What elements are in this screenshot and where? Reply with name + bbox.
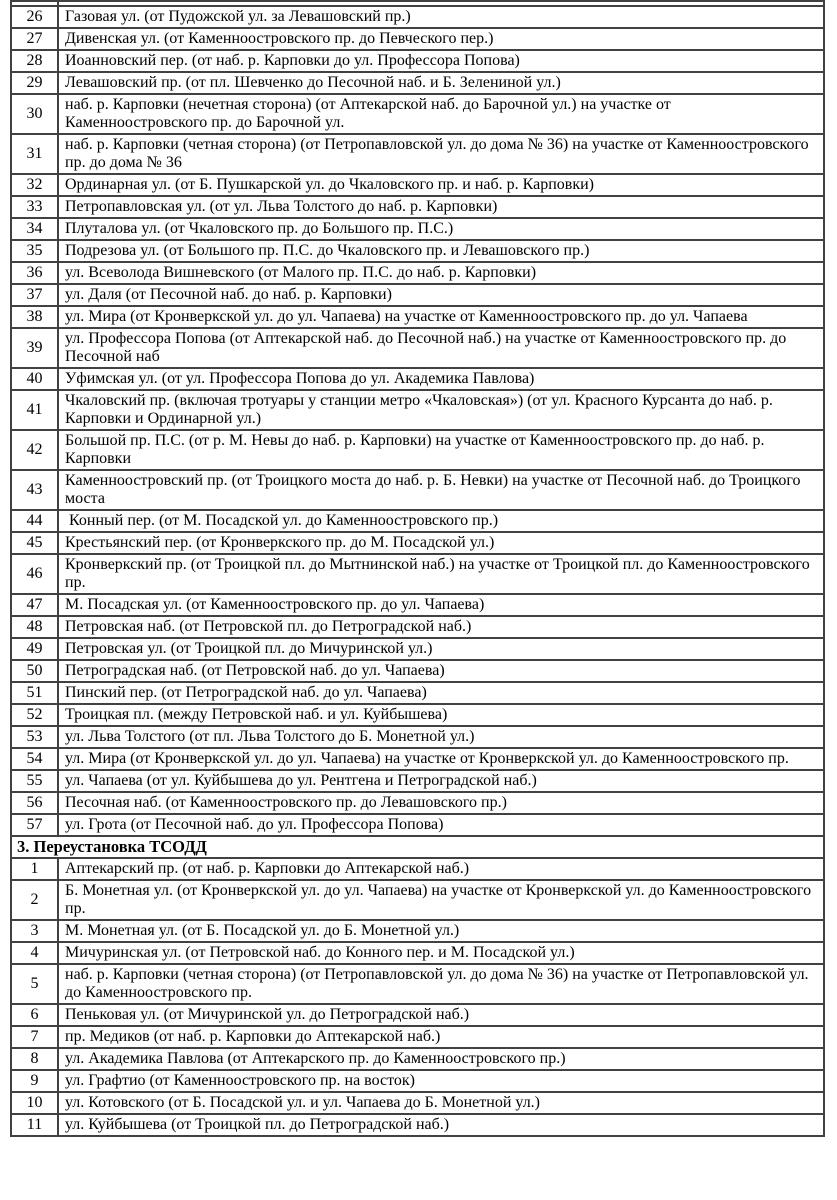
table-row <box>11 704 824 726</box>
cropped-row-remnant <box>10 0 825 5</box>
street-description: наб. р. Карповки (нечетная сторона) (от Аптекарской наб. до Барочной ул.) на участке от Каменноостровского пр. до Барочной ул. <box>58 94 824 134</box>
street-description: Мичуринская ул. (от Петровской наб. до Конного пер. и М. Посадской ул.) <box>58 942 824 964</box>
row-number: 53 <box>11 726 58 748</box>
table-row <box>11 726 824 748</box>
street-description: Чкаловский пр. (включая тротуары у станции метро «Чкаловская») (от ул. Красного Курсанта до наб. р. Карповки и Ординарной ул.) <box>58 390 824 430</box>
street-description: наб. р. Карповки (четная сторона) (от Петропавловской ул. до дома № 36) на участке от Петропавловской ул. до Каменноостровского пр. <box>58 964 824 1004</box>
table-row <box>11 6 824 28</box>
row-number: 46 <box>11 554 58 594</box>
streets-table-body <box>11 6 824 1136</box>
table-row <box>11 814 824 836</box>
street-description: ул. Куйбышева (от Троицкой пл. до Петроградской наб.) <box>58 1114 824 1136</box>
row-number: 39 <box>11 328 58 368</box>
street-description: Иоанновский пер. (от наб. р. Карповки до ул. Профессора Попова) <box>58 50 824 72</box>
street-description: ул. Льва Толстого (от пл. Льва Толстого до Б. Монетной ул.) <box>58 726 824 748</box>
table-row <box>11 390 824 430</box>
row-number: 52 <box>11 704 58 726</box>
table-row <box>11 1026 824 1048</box>
row-number: 1 <box>11 858 58 880</box>
row-number: 30 <box>11 94 58 134</box>
street-description: ул. Всеволода Вишневского (от Малого пр. П.С. до наб. р. Карповки) <box>58 262 824 284</box>
row-number: 48 <box>11 616 58 638</box>
row-number: 6 <box>11 1004 58 1026</box>
street-description: Кронверкский пр. (от Троицкой пл. до Мытнинской наб.) на участке от Троицкой пл. до Каменноостровского пр. <box>58 554 824 594</box>
table-row <box>11 594 824 616</box>
street-description: ул. Мира (от Кронверкской ул. до ул. Чапаева) на участке от Каменноостровского пр. до ул. Чапаева <box>58 306 824 328</box>
table-row <box>11 72 824 94</box>
table-row <box>11 328 824 368</box>
street-description: Петроградская наб. (от Петровской наб. до ул. Чапаева) <box>58 660 824 682</box>
row-number: 2 <box>11 880 58 920</box>
table-row <box>11 1070 824 1092</box>
row-number: 28 <box>11 50 58 72</box>
table-row <box>11 196 824 218</box>
table-row <box>11 920 824 942</box>
row-number: 49 <box>11 638 58 660</box>
table-row <box>11 880 824 920</box>
table-row <box>11 638 824 660</box>
row-number: 35 <box>11 240 58 262</box>
street-description: Дивенская ул. (от Каменноостровского пр. до Певческого пер.) <box>58 28 824 50</box>
section-header-row <box>11 836 824 858</box>
street-description: Петропавловская ул. (от ул. Льва Толстого до наб. р. Карповки) <box>58 196 824 218</box>
street-description: Ординарная ул. (от Б. Пушкарской ул. до Чкаловского пр. и наб. р. Карповки) <box>58 174 824 196</box>
street-description: ул. Даля (от Песочной наб. до наб. р. Карповки) <box>58 284 824 306</box>
row-number: 26 <box>11 6 58 28</box>
street-description: Большой пр. П.С. (от р. М. Невы до наб. р. Карповки) на участке от Каменноостровского пр. до наб. р. Карповки <box>58 430 824 470</box>
street-description: Аптекарский пр. (от наб. р. Карповки до Аптекарской наб.) <box>58 858 824 880</box>
table-row <box>11 470 824 510</box>
row-number: 54 <box>11 748 58 770</box>
table-row <box>11 174 824 196</box>
table-row <box>11 770 824 792</box>
street-description: Крестьянский пер. (от Кронверкского пр. до М. Посадской ул.) <box>58 532 824 554</box>
table-row <box>11 1048 824 1070</box>
row-number: 47 <box>11 594 58 616</box>
table-row <box>11 660 824 682</box>
row-number: 34 <box>11 218 58 240</box>
table-row <box>11 792 824 814</box>
row-number: 55 <box>11 770 58 792</box>
table-row <box>11 682 824 704</box>
street-description: Троицкая пл. (между Петровской наб. и ул. Куйбышева) <box>58 704 824 726</box>
street-description: Уфимская ул. (от ул. Профессора Попова до ул. Академика Павлова) <box>58 368 824 390</box>
table-row <box>11 1004 824 1026</box>
column-divider-line <box>57 2 59 5</box>
row-number: 33 <box>11 196 58 218</box>
row-number: 8 <box>11 1048 58 1070</box>
table-row <box>11 28 824 50</box>
row-number: 57 <box>11 814 58 836</box>
table-row <box>11 50 824 72</box>
row-number: 45 <box>11 532 58 554</box>
row-number: 9 <box>11 1070 58 1092</box>
table-row <box>11 942 824 964</box>
street-description: ул. Мира (от Кронверкской ул. до ул. Чапаева) на участке от Кронверкской ул. до Каменноостровского пр. <box>58 748 824 770</box>
street-description: ул. Академика Павлова (от Аптекарского пр. до Каменноостровского пр.) <box>58 1048 824 1070</box>
table-row <box>11 616 824 638</box>
streets-table <box>10 5 825 1137</box>
row-number: 11 <box>11 1114 58 1136</box>
street-description: Петровская наб. (от Петровской пл. до Петроградской наб.) <box>58 616 824 638</box>
street-description: Б. Монетная ул. (от Кронверкской ул. до ул. Чапаева) на участке от Кронверкской ул. до Каменноостровского пр. <box>58 880 824 920</box>
row-number: 43 <box>11 470 58 510</box>
row-number: 40 <box>11 368 58 390</box>
row-number: 7 <box>11 1026 58 1048</box>
table-row <box>11 430 824 470</box>
table-row <box>11 240 824 262</box>
street-description: М. Монетная ул. (от Б. Посадской ул. до Б. Монетной ул.) <box>58 920 824 942</box>
table-row <box>11 964 824 1004</box>
row-number: 4 <box>11 942 58 964</box>
street-description: Подрезова ул. (от Большого пр. П.С. до Чкаловского пр. и Левашовского пр.) <box>58 240 824 262</box>
street-description: Конный пер. (от М. Посадской ул. до Каменноостровского пр.) <box>58 510 824 532</box>
row-number: 42 <box>11 430 58 470</box>
table-row <box>11 1092 824 1114</box>
street-description: ул. Котовского (от Б. Посадской ул. и ул. Чапаева до Б. Монетной ул.) <box>58 1092 824 1114</box>
street-description: ул. Чапаева (от ул. Куйбышева до ул. Рентгена и Петроградской наб.) <box>58 770 824 792</box>
street-description: ул. Профессора Попова (от Аптекарской наб. до Песочной наб.) на участке от Каменноостровского пр. до Песочной наб <box>58 328 824 368</box>
row-number: 37 <box>11 284 58 306</box>
table-row <box>11 368 824 390</box>
row-number: 50 <box>11 660 58 682</box>
row-number: 3 <box>11 920 58 942</box>
street-description: Пинский пер. (от Петроградской наб. до ул. Чапаева) <box>58 682 824 704</box>
street-description: Левашовский пр. (от пл. Шевченко до Песочной наб. и Б. Зелениной ул.) <box>58 72 824 94</box>
street-description: наб. р. Карповки (четная сторона) (от Петропавловской ул. до дома № 36) на участке от Каменноостровского пр. до дома № 36 <box>58 134 824 174</box>
street-description: Петровская ул. (от Троицкой пл. до Мичуринской ул.) <box>58 638 824 660</box>
table-row <box>11 306 824 328</box>
row-number: 41 <box>11 390 58 430</box>
street-description: М. Посадская ул. (от Каменноостровского пр. до ул. Чапаева) <box>58 594 824 616</box>
table-row <box>11 532 824 554</box>
row-number: 44 <box>11 510 58 532</box>
table-row <box>11 748 824 770</box>
street-description: Каменноостровский пр. (от Троицкого моста до наб. р. Б. Невки) на участке от Песочной наб. до Троицкого моста <box>58 470 824 510</box>
table-row <box>11 858 824 880</box>
row-number: 5 <box>11 964 58 1004</box>
street-description: Газовая ул. (от Пудожской ул. за Левашовский пр.) <box>58 6 824 28</box>
section-header: 3. Переустановка ТСОДД <box>11 836 824 858</box>
row-number: 31 <box>11 134 58 174</box>
table-row <box>11 1114 824 1136</box>
street-description: ул. Грота (от Песочной наб. до ул. Профессора Попова) <box>58 814 824 836</box>
row-number: 10 <box>11 1092 58 1114</box>
row-number: 32 <box>11 174 58 196</box>
street-description: ул. Графтио (от Каменноостровского пр. на восток) <box>58 1070 824 1092</box>
row-number: 56 <box>11 792 58 814</box>
table-row <box>11 262 824 284</box>
street-description: Плуталова ул. (от Чкаловского пр. до Большого пр. П.С.) <box>58 218 824 240</box>
row-number: 29 <box>11 72 58 94</box>
table-row <box>11 94 824 134</box>
table-row <box>11 218 824 240</box>
row-number: 36 <box>11 262 58 284</box>
street-description: пр. Медиков (от наб. р. Карповки до Аптекарской наб.) <box>58 1026 824 1048</box>
table-row <box>11 510 824 532</box>
table-row <box>11 554 824 594</box>
table-row <box>11 134 824 174</box>
street-description: Песочная наб. (от Каменноостровского пр. до Левашовского пр.) <box>58 792 824 814</box>
street-description: Пеньковая ул. (от Мичуринской ул. до Петроградской наб.) <box>58 1004 824 1026</box>
row-number: 38 <box>11 306 58 328</box>
row-number: 27 <box>11 28 58 50</box>
row-number: 51 <box>11 682 58 704</box>
table-row <box>11 284 824 306</box>
